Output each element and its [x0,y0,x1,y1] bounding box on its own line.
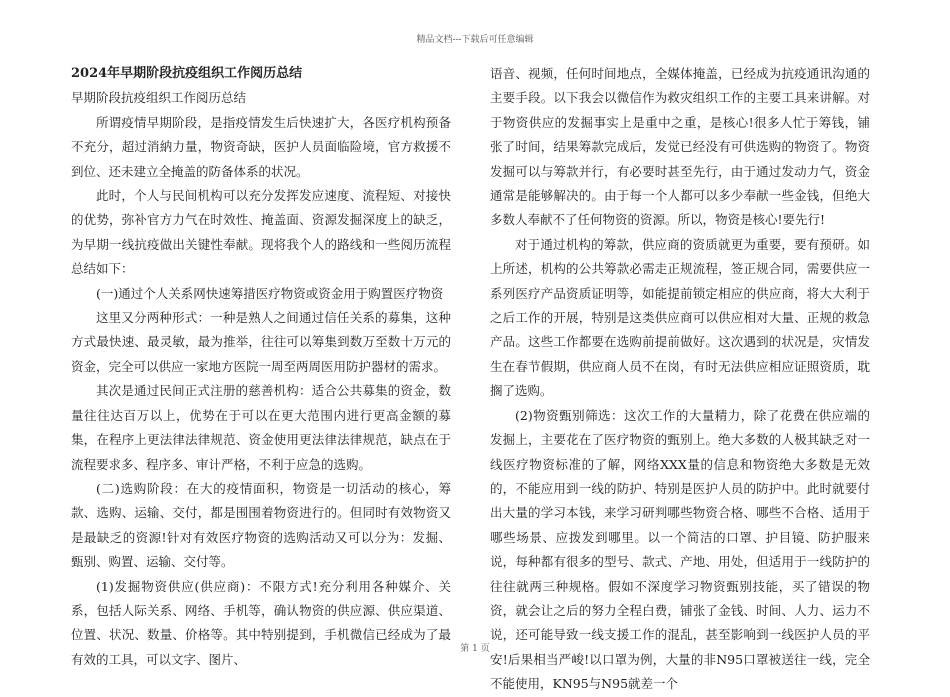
document-title: 2024年早期阶段抗疫组织工作阅历总结 [71,66,303,81]
left-column [71,62,451,672]
paragraph: 所谓疫情早期阶段，是指疫情发生后快速扩大，各医疗机构预备不充分，超过消納力量，物资奇缺，医护人员面临险境，官方救援不到位、还未建立全掩盖的防备体系的状况。 [71,114,451,179]
paragraph: 这里又分两种形式：一种是熟人之间通过信任关系的募集，这种方式最快速、最灵敏，最为推举，往往可以筹集到数万至数十万元的资金，完全可以供应一家地方医院一周至两周医用防护器材的需求。 [71,310,451,374]
paragraph: 此时，个人与民间机构可以充分发挥发应速度、流程短、对接快的优势，弥补官方力气在时效性、掩盖面、资源发掘深度上的缺乏，为早期一线抗疫做出关键性奉献。现将我个人的路线和一些阅历流程总结如下： [71,188,451,277]
page-header: 精品文档---下载后可任意编辑 [416,35,534,45]
paragraph: 语音、视频，任何时间地点，全媒体掩盖，已经成为抗疫通讯沟通的主要手段。以下我会以微信作为救灾组织工作的主要工具来讲解。对于物资供应的发掘事实上是重中之重，是核心!很多人忙于筹钱，铺张了时间，结果筹款完成后，发觉已经没有可供选购的物资了。物资发掘可以与筹款并行，有必要时甚至先行，由于通过发动力气，资金通常是能够解决的。由于每一个人都可以多少奉献一些金钱，但绝大多数人奉献不了任何物资的资源。所以，物资是核心!要先行! [490,66,870,228]
document-subtitle: 早期阶段抗疫组织工作阅历总结 [71,90,247,106]
right-column [490,62,870,697]
section-heading: (一)通过个人关系网快速筹措医疗物资或资金用于购置医疗物资 [96,285,444,301]
paragraph: 对于通过机构的筹款，供应商的资质就更为重要，要有预研。如上所述，机构的公共筹款必需走正规流程，签正规合同，需要供应一系列医疗产品资质证明等，如能提前锁定相应的供应商，将大大利于之后工作的开展，特别是这类供应商可以供应相对大量、正规的救急产品。这些工作都要在选购前提前做好。这次遇到的状况是，灾情发生在春节假期，供应商人员不在岗，有时无法供应相应证照资质，耽搁了选购。 [490,236,870,399]
paragraph: (二)选购阶段：在大的疫情面积，物资是一切活动的核心，筹款、选购、运输、交付，都是围围着物资进行的。但同时有效物资又是最缺乏的资源!针对有效医疗物资的选购活动又可以分为：发掘、甄别、购置、运输、交付等。 [71,480,451,570]
page-footer: 第 1 页 [460,644,490,654]
paragraph: (2)物资甄别筛选：这次工作的大量精力，除了花费在供应端的发掘上，主要花在了医疗物资的甄别上。绝大多数的人极其缺乏对一线医疗物资标准的了解，网络XXX量的信息和物资绝大多数是无效的，不能应用到一线的防护、特别是医护人员的防护中。此时就要付出大量的学习本钱，来学习研判哪些物资合格、哪些不合格、适用于哪些场景、应拨发到哪里。以一个简洁的口罩、护目镜、防护服来说，每种都有很多的型号、款式、产地、用处，但适用于一线防护的往往就两三种规格。假如不深度学习物资甄别技能，买了错误的物资，就会让之后的努力全程白费，铺张了金钱、时间、人力、运力不说，还可能导致一线支援工作的混乱，甚至影响到一线医护人员的平安!后果相当严峻!以口罩为例，大量的非N95口罩被送往一线，完全不能使用，KN95与N95就差一个 [490,407,870,692]
paragraph: (1)发掘物资供应(供应商)：不限方式!充分利用各种媒介、关系，包括人际关系、网络、手机等，确认物资的供应源、供应渠道、位置、状况、数量、价格等。其中特别提到，手机微信已经成为了最有效的工具，可以文字、图片、 [71,578,451,667]
paragraph: 其次是通过民间正式注册的慈善机构：适合公共募集的资金，数量往往达百万以上，优势在于可以在更大范围内进行更高金额的募集，在程序上更法律法律规范、资金使用更法律法律规范，缺点在于流程要求多、程序多、审计严格，不利于应急的选购。 [71,383,451,472]
